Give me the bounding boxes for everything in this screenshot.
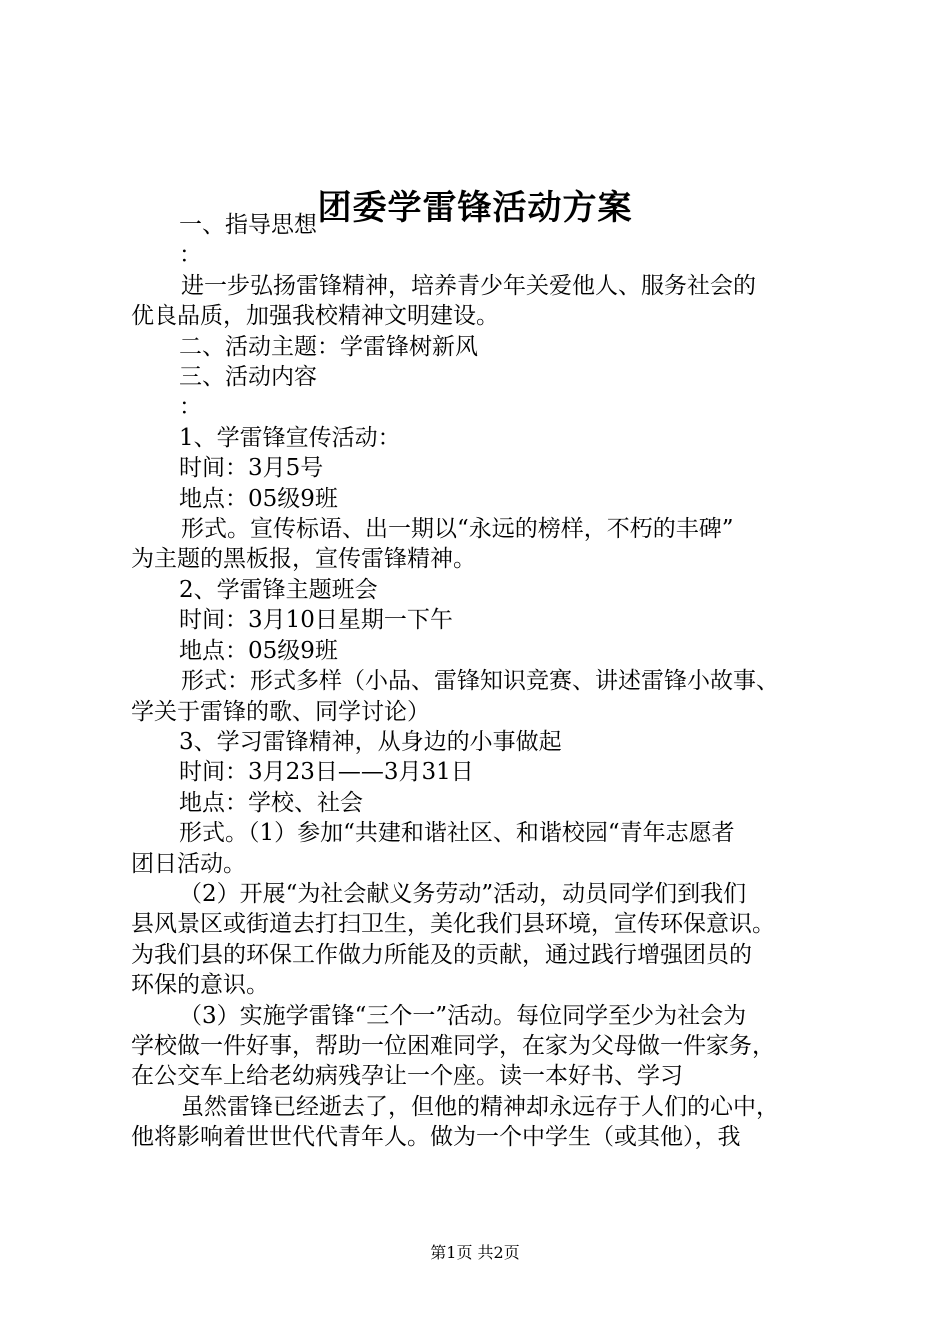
item-detail: 地点：05级9班 xyxy=(179,485,338,512)
item-heading: 3、学习雷锋精神，从身边的小事做起 xyxy=(179,728,562,755)
paragraph-line: 环保的意识。 xyxy=(131,972,269,999)
paragraph-line: 优良品质，加强我校精神文明建设。 xyxy=(131,303,499,330)
paragraph-line: 进一步弘扬雷锋精神，培养青少年关爱他人、服务社会的 xyxy=(181,272,756,299)
paragraph-line: 形式。（1）参加“共建和谐社区、和谐校园“青年志愿者 xyxy=(179,820,735,847)
paragraph-line: 虽然雷锋已经逝去了，但他的精神却永远存于人们的心中， xyxy=(181,1093,779,1120)
item-detail: 时间：3月10日星期一下午 xyxy=(179,607,453,634)
item-detail: 地点：学校、社会 xyxy=(179,789,363,816)
text-line: ： xyxy=(179,394,202,421)
text-line: ： xyxy=(179,242,202,269)
paragraph-line: 学关于雷锋的歌、同学讨论） xyxy=(131,698,430,725)
paragraph-line: 团日活动。 xyxy=(131,850,246,877)
paragraph-line: 为我们县的环保工作做力所能及的贡献，通过践行增强团员的 xyxy=(131,941,752,968)
paragraph-line: 学校做一件好事，帮助一位困难同学，在家为父母做一件家务， xyxy=(131,1032,775,1059)
paragraph-line: 形式。宣传标语、出一期以“永远的榜样，不朽的丰碑” xyxy=(181,516,734,543)
section-heading: 一、指导思想 xyxy=(179,212,317,238)
paragraph-line: 县风景区或街道去打扫卫生，美化我们县环境，宣传环保意识。 xyxy=(131,911,775,938)
item-heading: 1、学雷锋宣传活动： xyxy=(179,424,401,451)
paragraph-line: （3）实施学雷锋“三个一”活动。每位同学至少为社会为 xyxy=(179,1002,747,1029)
page-footer: 第1页 共2页 xyxy=(430,1243,520,1262)
paragraph-line: （2）开展“为社会献义务劳动”活动，动员同学们到我们 xyxy=(179,880,747,907)
section-heading: 二、活动主题：学雷锋树新风 xyxy=(179,333,478,360)
item-detail: 时间：3月23日——3月31日 xyxy=(179,759,474,786)
section-heading: 三、活动内容 xyxy=(179,364,317,391)
document-title: 团委学雷锋活动方案 xyxy=(317,188,633,228)
document-body xyxy=(131,210,831,1153)
paragraph-line: 为主题的黑板报，宣传雷锋精神。 xyxy=(131,546,476,573)
item-heading: 2、学雷锋主题班会 xyxy=(179,576,378,603)
paragraph-line: 形式：形式多样（小品、雷锋知识竞赛、讲述雷锋小故事、 xyxy=(181,668,779,695)
paragraph-line: 在公交车上给老幼病残孕让一个座。读一本好书、学习 xyxy=(131,1063,683,1090)
item-detail: 时间：3月5号 xyxy=(179,455,324,482)
item-detail: 地点：05级9班 xyxy=(179,637,338,664)
paragraph-line: 他将影响着世世代代青年人。做为一个中学生（或其他），我 xyxy=(131,1124,741,1151)
